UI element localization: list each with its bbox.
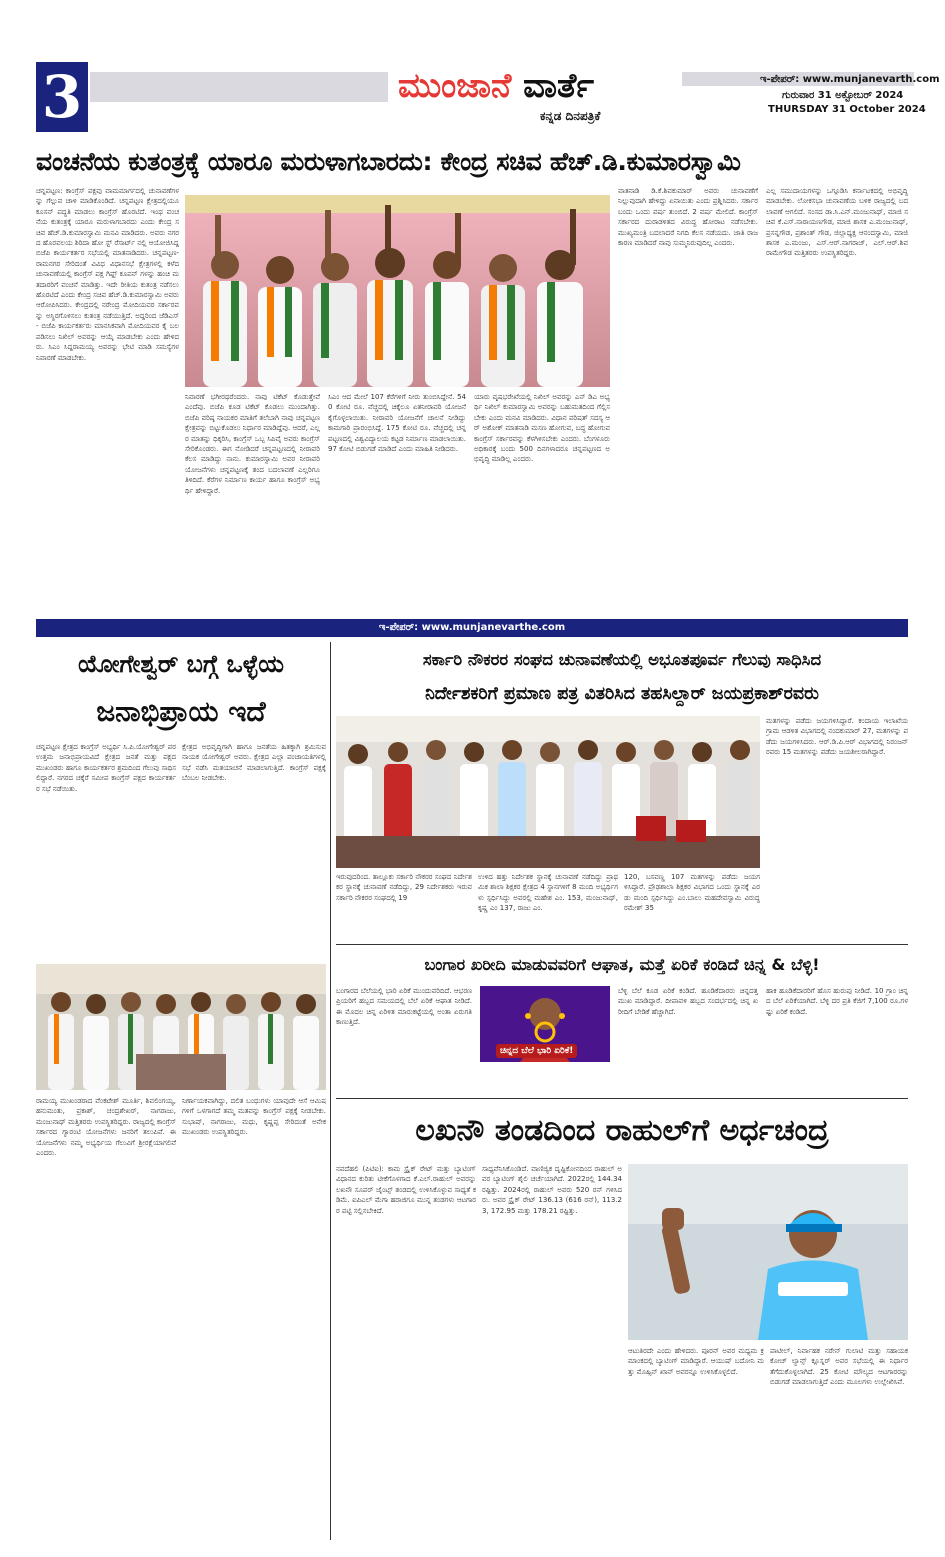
lead-column-6: ಎಲ್ಲ ಸಮುದಾಯಗಳನ್ನು ಒಗ್ಗೂಡಿಸಿ ಕರ್ನಾಟಕದಲ್ಲಿ ಅಭಿವೃದ್ಧಿ ಮಾಡಬೇಕು. ಲೋಕಸಭಾ ಚುನಾವಣೆಯ ಬಳಿಕ ರಾಜ್ಯದಲ್ಲಿ ಬದಲಾವಣೆ ಆಗಲಿದೆ. ಸಂಸದ ಡಾ.ಸಿ.ಎನ್.ಮಂಜುನಾಥ್, ಮಾಜಿ ಸಚಿವ ಕೆ.ಎಸ್.ನಾರಾಯಣಗೌಡ, ಮಾಜಿ ಶಾಸಕ ಎ.ಮಂಜುನಾಥ್, ಪ್ರಸನ್ನಗೌಡ, ಪ್ರಶಾಂತ್ ಗೌಡ, ಜಿಲ್ಲಾಧ್ಯಕ್ಷ ಆನಂದಸ್ವಾಮಿ, ಮಾಜಿ ಶಾಸಕ ಎ.ಮಂಜು, ಎಸ್.ಆರ್.ನಾಗರಾಜ್, ಎಲ್.ಆರ್.ಶಿವರಾಮೇಗೌಡ ಮತ್ತಿತರರು ಉಪಸ್ಥಿತರಿದ್ದರು.: [766, 187, 908, 258]
date-english: THURSDAY 31 October 2024: [768, 104, 926, 115]
column-divider: [330, 642, 331, 1540]
left-story-photo: [36, 964, 326, 1090]
newspaper-logo: [398, 64, 668, 108]
middle-story-headline-line-2: ನಿರ್ದೇಶಕರಿಗೆ ಪ್ರಮಾಣ ಪತ್ರ ವಿತರಿಸಿದ ತಹಸಿಲ್ದಾರ್ ಜಯಪ್ರಕಾಶ್‌ರವರು: [425, 684, 819, 704]
left-story-column-2: ಕ್ಷೇತ್ರದ ಅಭಿವೃದ್ಧಿಗಾಗಿ ಹಾಗೂ ಜನತೆಯ ಹಿತಕ್ಕಾಗಿ ಶ್ರಮಿಸುವ ನಾಯಕ ಯೋಗೇಶ್ವರ್ ಅವರು. ಕ್ಷೇತ್ರದ ಎಲ್ಲಾ ಪಂಚಾಯತಿಗಳಲ್ಲಿ ಸಭೆ ನಡೆಸಿ ಮತಯಾಚನೆ ಮಾಡಲಾಗುತ್ತಿದೆ. ಕಾಂಗ್ರೆಸ್ ಪಕ್ಷಕ್ಕೆ ಬೆಂಬಲ ನೀಡಬೇಕು.: [182, 743, 326, 783]
lead-column-3: ಸಿಎಂ ಆದ ಮೇಲೆ 107 ಕೆರೆಗಳಿಗೆ ನೀರು ತುಂಬಿಸಿದ್ದೇನೆ. 540 ಕೋಟಿ ರೂ. ವೆಚ್ಚದಲ್ಲಿ ಚಿಕ್ಕೆಲೂ ಏತನೀರಾವರಿ ಯೋಜನೆ ಕೈಗೊಳ್ಳಲಾಯಿತು. ನೀರಾವರಿ ಯೋಜನೆಗೆ ಚಾಲನೆ ನೀಡಿದ್ದು ಕಾಮಗಾರಿ ಪ್ರಾರಂಭಿಸಿದ್ದೆ. 175 ಕೋಟಿ ರೂ. ವೆಚ್ಚದಲ್ಲಿ ಚನ್ನಪಟ್ಟಣದಲ್ಲಿ ವಿಶ್ವವಿದ್ಯಾಲಯ ಕಟ್ಟಡ ನಿರ್ಮಾಣ ಮಾಡಲಾಯಿತು. 97 ಕೋಟಿ ಬಿಡುಗಡೆ ಮಾಡಿದೆ ಎಂದು ಮಾಹಿತಿ ನೀಡಿದರು.: [328, 393, 466, 454]
lead-headline: ವಂಚನೆಯ ಕುತಂತ್ರಕ್ಕೆ ಯಾರೂ ಮರುಳಾಗಬಾರದು: ಕೇಂದ್ರ ಸಚಿವ ಹೆಚ್.ಡಿ.ಕುಮಾರಸ್ವಾಮಿ: [36, 147, 741, 176]
middle-story-column-2: ಉಳಿದ ಹತ್ತು ನಿರ್ದೇಶಕ ಸ್ಥಾನಕ್ಕೆ ಚುನಾವಣೆ ನಡೆದಿದ್ದು ಪ್ರಾಥಮಿಕ ಶಾಲಾ ಶಿಕ್ಷಕರ ಕ್ಷೇತ್ರದ 4 ಸ್ಥಾನಗಳಿಗೆ 8 ಮಂದಿ ಅಭ್ಯರ್ಥಿಗಳು ಸ್ಪರ್ಧಿಸಿದ್ದು ಅವರಲ್ಲಿ ಮಹೇಶ ಎಂ. 153, ಮಂಜುನಾಥ್, ಕೃಷ್ಣ ಎಂ 137, ರಾಜು ಎಂ.: [478, 873, 618, 913]
rahul-story-photo: [628, 1164, 908, 1340]
left-story-column-1: ಚನ್ನಪಟ್ಟಣ ಕ್ಷೇತ್ರದ ಕಾಂಗ್ರೆಸ್ ಅಭ್ಯರ್ಥಿ ಸಿ.ಪಿ.ಯೋಗೇಶ್ವರ್ ಪರ ಉತ್ತಮ ಜನಾಭಿಪ್ರಾಯವಿದೆ ಕ್ಷೇತ್ರದ ಜನತೆ ಮತ್ತು ಪಕ್ಷದ ಮುಖಂಡರು ಹಾಗೂ ಕಾರ್ಯಕರ್ತರ ಶ್ರಮದಿಂದ ಗೆಲುವು ಸಾಧಿಸಲಿದ್ದಾರೆ. ನಗರದ ಚಕ್ಕೆರೆ ಸಮೀಪ ಕಾಂಗ್ರೆಸ್ ಪಕ್ಷದ ಕಾರ್ಯಕರ್ತರ ಸಭೆ ನಡೆಯಿತು.: [36, 743, 176, 793]
epaper-url[interactable]: ಇ-ಪೇಪರ್: www.munjanevarth.com: [760, 74, 940, 85]
epaper-banner[interactable]: ಇ-ಪೇಪರ್: www.munjanevarthe.com: [36, 619, 908, 637]
page-number: 3: [36, 62, 88, 132]
gold-story-column-1: ಬಂಗಾರದ ಬೆಲೆಯಲ್ಲಿ ಭಾರಿ ಏರಿಕೆ ಮುಂದುವರಿದಿದೆ. ಆಭರಣ ಪ್ರಿಯರಿಗೆ ಹಬ್ಬದ ಸಮಯದಲ್ಲಿ ಬೆಲೆ ಏರಿಕೆ ಆಘಾತ ನೀಡಿದೆ. ಈ ಮೊದಲ ಚಿನ್ನ ಏರಿಳಿತ ಮಾರುಕಟ್ಟೆಯಲ್ಲಿ ಅಂತಾ ಏರುಗತಿ ಕಾಣುತ್ತಿದೆ.: [336, 987, 472, 1027]
lead-photo: [185, 195, 610, 387]
logo-part-2: ವಾರ್ತೆ: [523, 66, 594, 106]
header-grey-bar: [90, 72, 388, 102]
rahul-story-column-3: ಆಟುತಿರದೇ ಎಂದು ಹೇಳಿದರು. ಪೂರನ್ ಅವರ ಮಧ್ಯಮ ಕ್ರಮಾಂಕದಲ್ಲಿ ಬ್ಯಾಟಿಂಗ್ ಮಾಡಿದ್ದಾರೆ. ಆಯುಷ್ ಬದೋನಿ ಮತ್ತು ಮೊಹ್ಸಿನ್ ಖಾನ್ ಅವರನ್ನೂ ಉಳಿಸಿಕೊಳ್ಳಲಿದೆ.: [628, 1347, 764, 1376]
left-story-column-4: ನಿರ್ಣಾಯಕವಾಗಿದ್ದು, ದಲಿತ ಬಂಧುಗಳು ಯಾವುದೇ ಆಸೆ ಆಮಿಷಗಳಿಗೆ ಒಳಗಾಗದೆ ತಮ್ಮ ಮತವನ್ನು ಕಾಂಗ್ರೆಸ್ ಪಕ್ಷಕ್ಕೆ ನೀಡಬೇಕು. ಸುಭಾಷ್, ನಾಗರಾಜು, ಮಧು, ಕೃಷ್ಣಪ್ಪ ಸೇರಿದಂತೆ ಅನೇಕ ಮುಖಂಡರು ಉಪಸ್ಥಿತರಿದ್ದರು.: [182, 1097, 326, 1137]
left-story-headline-line-2: ಜನಾಭಿಪ್ರಾಯ ಇದೆ: [96, 695, 266, 728]
rahul-story-column-2: ಸಾಧ್ಯವೆನಿಸಿಕೊಂಡಿದೆ. ವಾಣಿಜ್ಯಿಕ ದೃಷ್ಟಿಕೋನದಿಂದ ರಾಹುಲ್ ಅವರ ಬ್ಯಾಟಿಂಗ್ ಶೈಲಿ ಚರ್ಚೆಯಾಗಿದೆ. 2022ರಲ್ಲಿ 144.34 ರಷ್ಟಿತ್ತು. 2024ರಲ್ಲಿ ರಾಹುಲ್ ಅವರು 520 ರನ್ ಗಳಿಸಿದರು. ಅವರ ಸ್ಟ್ರೈಕ್ ರೇಟ್ 136.13 (616 ರನ್), 113.23, 172.95 ಮತ್ತು 178.21 ರಷ್ಟಿತ್ತು.: [482, 1165, 622, 1215]
middle-story-photo: [336, 716, 760, 868]
rahul-story-headline: ಲಖನೌ ತಂಡದಿಂದ ರಾಹುಲ್‌ಗೆ ಅರ್ಧಚಂದ್ರ: [415, 1113, 829, 1148]
left-story-column-3: ರಾಮಯ್ಯ ಮುಖಂಡರಾದ ವೆಂಕಟೇಶ್ ಮೂರ್ತಿ, ಶಿವಲಿಂಗಯ್ಯ, ಹನುಮಂತು, ಪ್ರಕಾಶ್, ಚಂದ್ರಶೇಖರ್, ನಾಗರಾಜು, ಮಂಜುನಾಥ್ ಮತ್ತಿತರರು ಉಪಸ್ಥಿತರಿದ್ದರು. ರಾಜ್ಯದಲ್ಲಿ ಕಾಂಗ್ರೆಸ್ ಸರ್ಕಾರದ ಗ್ಯಾರಂಟಿ ಯೋಜನೆಗಳು ಜನರಿಗೆ ತಲುಪಿವೆ. ಈ ಯೋಜನೆಗಳು ನಮ್ಮ ಅಭ್ಯರ್ಥಿಯ ಗೆಲುವಿಗೆ ಶ್ರೀರಕ್ಷೆಯಾಗಲಿವೆ ಎಂದರು.: [36, 1097, 176, 1158]
lead-column-2: ನಿವಾರಣೆ ಭಗೀರಥರೆಂದರು. ನಾವು ಟಿಕೆಟ್ ಕೊಡುತ್ತೇವೆ ಎಂದೆವು. ಬಿಜೆಪಿ ಕೂಡ ಟಿಕೆಟ್ ಕೊಡಲು ಮುಂದಾಗಿತ್ತು. ಬಿಜೆಪಿ ವರಿಷ್ಠ ನಾಯಕರ ಮಾತಿಗೆ ತಲೆಬಾಗಿ ನಾವು ಚನ್ನಪಟ್ಟಣ ಕ್ಷೇತ್ರವನ್ನು ಬಿಟ್ಟುಕೊಡಲು ನಿರ್ಧಾರ ಮಾಡಿದ್ದೆವು. ಆದರೆ, ಎಲ್ಲರ ಮಾತನ್ನು ಧಿಕ್ಕರಿಸಿ, ಕಾಂಗ್ರೆಸ್ ಒಬ್ಬ ಸಿಪಿವೈ ಅವರು ಕಾಂಗ್ರೆಸ್ ಸೇರಿಕೊಂಡರು. ಈಗ ನೋಡಿದರೆ ಚನ್ನಪಟ್ಟಣದಲ್ಲಿ ನೀರಾವರಿ ಕೆಲಸ ಮಾಡಿದ್ದು ನಾನು. ಕುಮಾರಸ್ವಾಮಿ ಅವರ ನೀರಾವರಿ ಯೋಜನೆಗಳು ಚನ್ನಪಟ್ಟಣಕ್ಕೆ ತಂದ ಬದಲಾವಣೆ ಎಲ್ಲರಿಗೂ ತಿಳಿದಿದೆ. ಕೆರೆಗಳ ನಿರ್ಮಾಣ ಕಾರ್ಯ ಹಾಗೂ ಕಾಂಗ್ರೆಸ್ ಅಭ್ಯರ್ಥಿ ಹೇಳಿದ್ದಾರೆ.: [185, 393, 320, 495]
section-divider: [336, 944, 908, 945]
tagline: ಕನ್ನಡ ದಿನಪತ್ರಿಕೆ: [540, 109, 601, 123]
left-story-headline-line-1: ಯೋಗೇಶ್ವರ್ ಬಗ್ಗೆ ಒಳ್ಳೆಯ: [78, 650, 284, 678]
gold-story-column-3: ಹಾಕ ಹೂಡಿಕೆದಾರರಿಗೆ ಹೊಸ ಹುರುಪು ನೀಡಿದೆ. 10 ಗ್ರಾಂ ಚಿನ್ನದ ಬೆಲೆ ಏರಿಕೆಯಾಗಿದೆ. ಬೆಳ್ಳಿ ದರ ಪ್ರತಿ ಕೆಜಿಗೆ 7,100 ರೂ.ಗಳಷ್ಟು ಏರಿಕೆ ಕಂಡಿದೆ.: [766, 987, 908, 1016]
logo-part-1: ಮುಂಜಾನೆ: [398, 66, 512, 106]
date-kannada: ಗುರುವಾರ 31 ಅಕ್ಟೋಬರ್ 2024: [782, 90, 904, 101]
gold-story-headline: ಬಂಗಾರ ಖರೀದಿ ಮಾಡುವವರಿಗೆ ಆಘಾತ, ಮತ್ತೆ ಏರಿಕೆ ಕಂಡಿದೆ ಚಿನ್ನ & ಬೆಳ್ಳಿ!: [424, 955, 820, 974]
rahul-story-column-4: ಪಾಟೀಲ್, ನಿರ್ವಾಹಕ ನರೇನ್ ಗುಲಾಟಿ ಮತ್ತು ಸಹಾಯಕ ಕೋಚ್ ಲ್ಯಾನ್ಸ್ ಕ್ಲೂಸ್ನರ್ ಅವರ ಸಭೆಯಲ್ಲಿ ಈ ನಿರ್ಧಾರ ತೆಗೆದುಕೊಳ್ಳಲಾಗಿದೆ. 25 ಕೋಟಿ ಮೌಲ್ಯದ ಆಟಗಾರರನ್ನು ಬಿಡುಗಡೆ ಮಾಡಲಾಗುತ್ತಿದೆ ಎಂದು ಮೂಲಗಳು ಉಲ್ಲೇಖಿಸಿವೆ.: [770, 1347, 908, 1387]
section-divider-2: [336, 1098, 908, 1099]
lead-column-5: ವಾತನಾಡಿ ಡಿ.ಕೆ.ಶಿವಕುಮಾರ್ ಅವರು ಚುನಾವಣೆಗೆ ನಿಲ್ಲುವುದಾಗಿ ಹೇಳಿದ್ದು ಏನಾಯಿತು ಎಂದು ಪ್ರಶ್ನಿಸಿದರು. ಸರ್ಕಾರ ಬಂದು ಒಂದು ವರ್ಷ ತುಂಬಿದೆ. 2 ವರ್ಷ ಮೇಲಿದೆ. ಕಾಂಗ್ರೆಸ್ ಸರ್ಕಾರದ ದುರಾಡಳಿತದ ವಿರುದ್ಧ ಹೋರಾಟ ನಡೆಸಬೇಕು. ಮುಖ್ಯಮಂತ್ರಿ ಬದಲಾದರೆ ನಿಗದಿ ಕೆಲಸ ನಡೆಯದು. ಜಾತಿ ರಾಜಕಾರಣ ಮಾಡಿದರೆ ನಾವು ಸುಮ್ಮನಿರುವುದಿಲ್ಲ ಎಂದರು.: [618, 187, 758, 248]
rahul-story-column-1: ನವದೆಹಲಿ (ಪಿಟಿಐ): ಕಾಮ ಸ್ಟ್ರೈಕ್ ರೇಟ್ ಮತ್ತು ಬ್ಯಾಟಿಂಗ್ ವಿಧಾನದ ಕುರಿತು ಟೀಕೆಗೊಳಗಾದ ಕೆ.ಎಲ್.ರಾಹುಲ್ ಅವರನ್ನು ಲಖನೌ ಸೂಪರ್ ಜೈಂಟ್ಸ್ ತಂಡದಲ್ಲಿ ಉಳಿಸಿಕೊಳ್ಳುವ ಸಾಧ್ಯತೆ ಕಡಿಮೆ. ಐಪಿಎಲ್ ಮೆಗಾ ಹರಾಜಿಗೂ ಮುನ್ನ ತಂಡಗಳು ಆಟಗಾರರ ಪಟ್ಟಿ ಸಲ್ಲಿಸಬೇಕಿದೆ.: [336, 1165, 476, 1215]
gold-story-image-caption: ಚಿನ್ನದ ಬೆಲೆ ಭಾರಿ ಏರಿಕೆ!: [496, 1044, 577, 1058]
middle-story-headline-line-1: ಸರ್ಕಾರಿ ನೌಕರರ ಸಂಘದ ಚುನಾವಣೆಯಲ್ಲಿ ಅಭೂತಪೂರ್ವ ಗೆಲುವು ಸಾಧಿಸಿದ: [422, 650, 822, 669]
gold-story-column-2: ಬೆಳ್ಳಿ ಬೆಲೆ ಕೂಡ ಏರಿಕೆ ಕಂಡಿದೆ. ಹೂಡಿಕೆದಾರರು ಚಿನ್ನದತ್ತ ಮುಖ ಮಾಡಿದ್ದಾರೆ. ದೀಪಾವಳಿ ಹಬ್ಬದ ಸಂದರ್ಭದಲ್ಲಿ ಚಿನ್ನ ಖರೀದಿಗೆ ಬೇಡಿಕೆ ಹೆಚ್ಚಾಗಿದೆ.: [618, 987, 758, 1016]
lead-column-4: ಯಾರು ವೃಷಭರೇಖೆಯಲ್ಲಿ ನಿಖಿಲ್ ಅವರನ್ನು ಎನ್ ಡಿಎ ಅಭ್ಯರ್ಥಿ ನಿಖಿಲ್ ಕುಮಾರಸ್ವಾಮಿ ಅವರನ್ನು ಬಹುಮತದಿಂದ ಗೆಲ್ಲಿಸಬೇಕು ಎಂದು ಮನವಿ ಮಾಡಿದರು. ವಿಧಾನ ಪರಿಷತ್ ಸದಸ್ಯ ಆರ್ ಅಶೋಕ್ ಮಾತನಾಡಿ ಮಸಣ ಹೋಗುವ, ಬದ್ಧ ಹೋಗುವ ಕಾಂಗ್ರೆಸ್ ಸರ್ಕಾರವನ್ನು ಕೆಳಗಿಳಿಸಬೇಕು ಎಂದರು. ಬೆಂಗಳೂರು ಅಧಿಕಾರಕ್ಕೆ ಬಂದು 500 ದಿನಗಳಾದರೂ ಚನ್ನಪಟ್ಟಣದ ಅಭಿವೃದ್ಧಿ ಮಾಡಿಲ್ಲ ಎಂದರು.: [474, 393, 610, 464]
middle-story-column-1: ಇರುವುದರಿಂದ. ತಾಲ್ಲೂಕು ಸರ್ಕಾರಿ ನೌಕರರ ಸಂಘದ ನಿರ್ದೇಶಕರ ಸ್ಥಾನಕ್ಕೆ ಚುನಾವಣೆ ನಡೆದಿದ್ದು, 29 ನಿರ್ದೇಶಕರು ಇರುವ ಸರ್ಕಾರಿ ನೌಕರರ ಸಂಘದಲ್ಲಿ 19: [336, 873, 472, 902]
middle-story-column-3: 120, ಬಸವಣ್ಣ 107 ಮತಗಳನ್ನು ಪಡೆದು ಜಯಗಳಿಸಿದ್ದಾರೆ. ಪ್ರೌಢಶಾಲಾ ಶಿಕ್ಷಕರ ವಿಭಾಗದ ಒಂದು ಸ್ಥಾನಕ್ಕೆ ಎರಡು ಮಂದಿ ಸ್ಪರ್ಧಿಸಿದ್ದು ಎಂ.ಬಾಲು ಮಹದೇವಸ್ವಾಮಿ ವಿರುದ್ಧ ರಮೇಶ್ 35: [624, 873, 760, 913]
middle-story-right-column: ಮತಗಳನ್ನು ಪಡೆದು ಜಯಗಳಿಸಿದ್ದಾರೆ. ಕಂದಾಯ ಇಲಾಖೆಯ ಗ್ರಾಮ ಆಡಳಿತ ವಿಭಾಗದಲ್ಲಿ ನಂದಕುಮಾರ್ 27, ಮತಗಳನ್ನು ಪಡೆದು ಜಯಗಳಿಸಿದರು. ಆರ್.ಡಿ.ಪಿ.ಆರ್ ವಿಭಾಗದಲ್ಲಿ ನಿರಂಜನ್ ರವರು 15 ಮತಗಳನ್ನು ಪಡೆದು ಜಯಶೀಲರಾಗಿದ್ದಾರೆ.: [766, 717, 908, 757]
lead-column-1: ಚನ್ನಪಟ್ಟಣ: ಕಾಂಗ್ರೆಸ್ ಪಕ್ಷವು ವಾಮಮಾರ್ಗದಲ್ಲಿ ಚುನಾವಣೆಗಳನ್ನು ಗೆಲ್ಲುವ ಚಾಳಿ ಮಾಡಿಕೊಂಡಿದೆ. ಚನ್ನಪಟ್ಟಣ ಕ್ಷೇತ್ರದಲ್ಲಿಯೂ ಕೂಸನ್ ಪದ್ಧತಿ ಮಾಡಲು ಕಾಂಗ್ರೆಸ್ ಹೊರಟಿದೆ. ಇಂಥ ವಂಚನೆಯ ಕುತಂತ್ರಕ್ಕೆ ಯಾರೂ ಮರುಳಾಗಬಾರದು ಎಂದು ಕೇಂದ್ರ ಸಚಿವ ಹೆಚ್.ಡಿ.ಕುಮಾರಸ್ವಾಮಿ ಮನವಿ ಮಾಡಿದರು. ಅವರು ನಗರದ ಹೊರವಲಯ ಶಿರಿದಾ ಹೋ ಸ್ಟ್ ರೆಸಾರ್ಟ್ ನಲ್ಲಿ ಆಯೋಜಿಸಿದ್ದ ಬಿಜೆಪಿ ಕಾರ್ಯಕರ್ತರ ಸಭೆಯಲ್ಲಿ ಮಾತನಾಡಿದರು. ಚನ್ನಪಟ್ಟಣ-ರಾಮನಗರ ಸೇರಿದಂತೆ ವಿವಿಧ ವಿಧಾನಸಭೆ ಕ್ಷೇತ್ರಗಳಲ್ಲಿ ಕಳೆದ ಚುನಾವಣೆಯಲ್ಲಿ ಕಾಂಗ್ರೆಸ್ ಪಕ್ಷ ಗಿಫ್ಟ್ ಕೂಪನ್ ಗಳನ್ನು ಹಂಚಿ ಮತದಾರರಿಗೆ ವಂಚನೆ ಮಾಡಿತ್ತು. ಇದೇ ರೀತಿಯ ಕುತಂತ್ರ ನಡೆಸಲು ಹೊರಟಿದೆ ಎಂದು ಕೇಂದ್ರ ಸಚಿವ ಹೆಚ್.ಡಿ.ಕುಮಾರಸ್ವಾಮಿ ಅವರು ಆರೋಪಿಸಿದರು. ಕೇಂದ್ರದಲ್ಲಿ ನರೇಂದ್ರ ಮೋದಿಯವರ ಸರ್ಕಾರವನ್ನು ಅಸ್ಥಿರಗೊಳಿಸಲು ಕುತಂತ್ರ ನಡೆಯುತ್ತಿದೆ. ಅದ್ದರಿಂದ ಜೆಡಿಎಸ್ - ಬಿಜೆಪಿ ಕಾರ್ಯಕರ್ತರು ಮಾನಸಿಕವಾಗಿ ಮೋದಿಯವರ ಕೈ ಬಲಪಡಿಸಲು ನಿಖಿಲ್ ಅವರನ್ನು ಆಯ್ಕೆ ಮಾಡಬೇಕು ಎಂದು ಹೇಳಿದರು. ಸಿಎಂ ಸಿದ್ದರಾಮಯ್ಯ ಅವರನ್ನು ಭೇಟಿ ಮಾಡಿ ಸಮಸ್ಯೆಗಳ ನಿವಾರಣೆ ಮಾಡಬೇಕು.: [36, 187, 179, 362]
